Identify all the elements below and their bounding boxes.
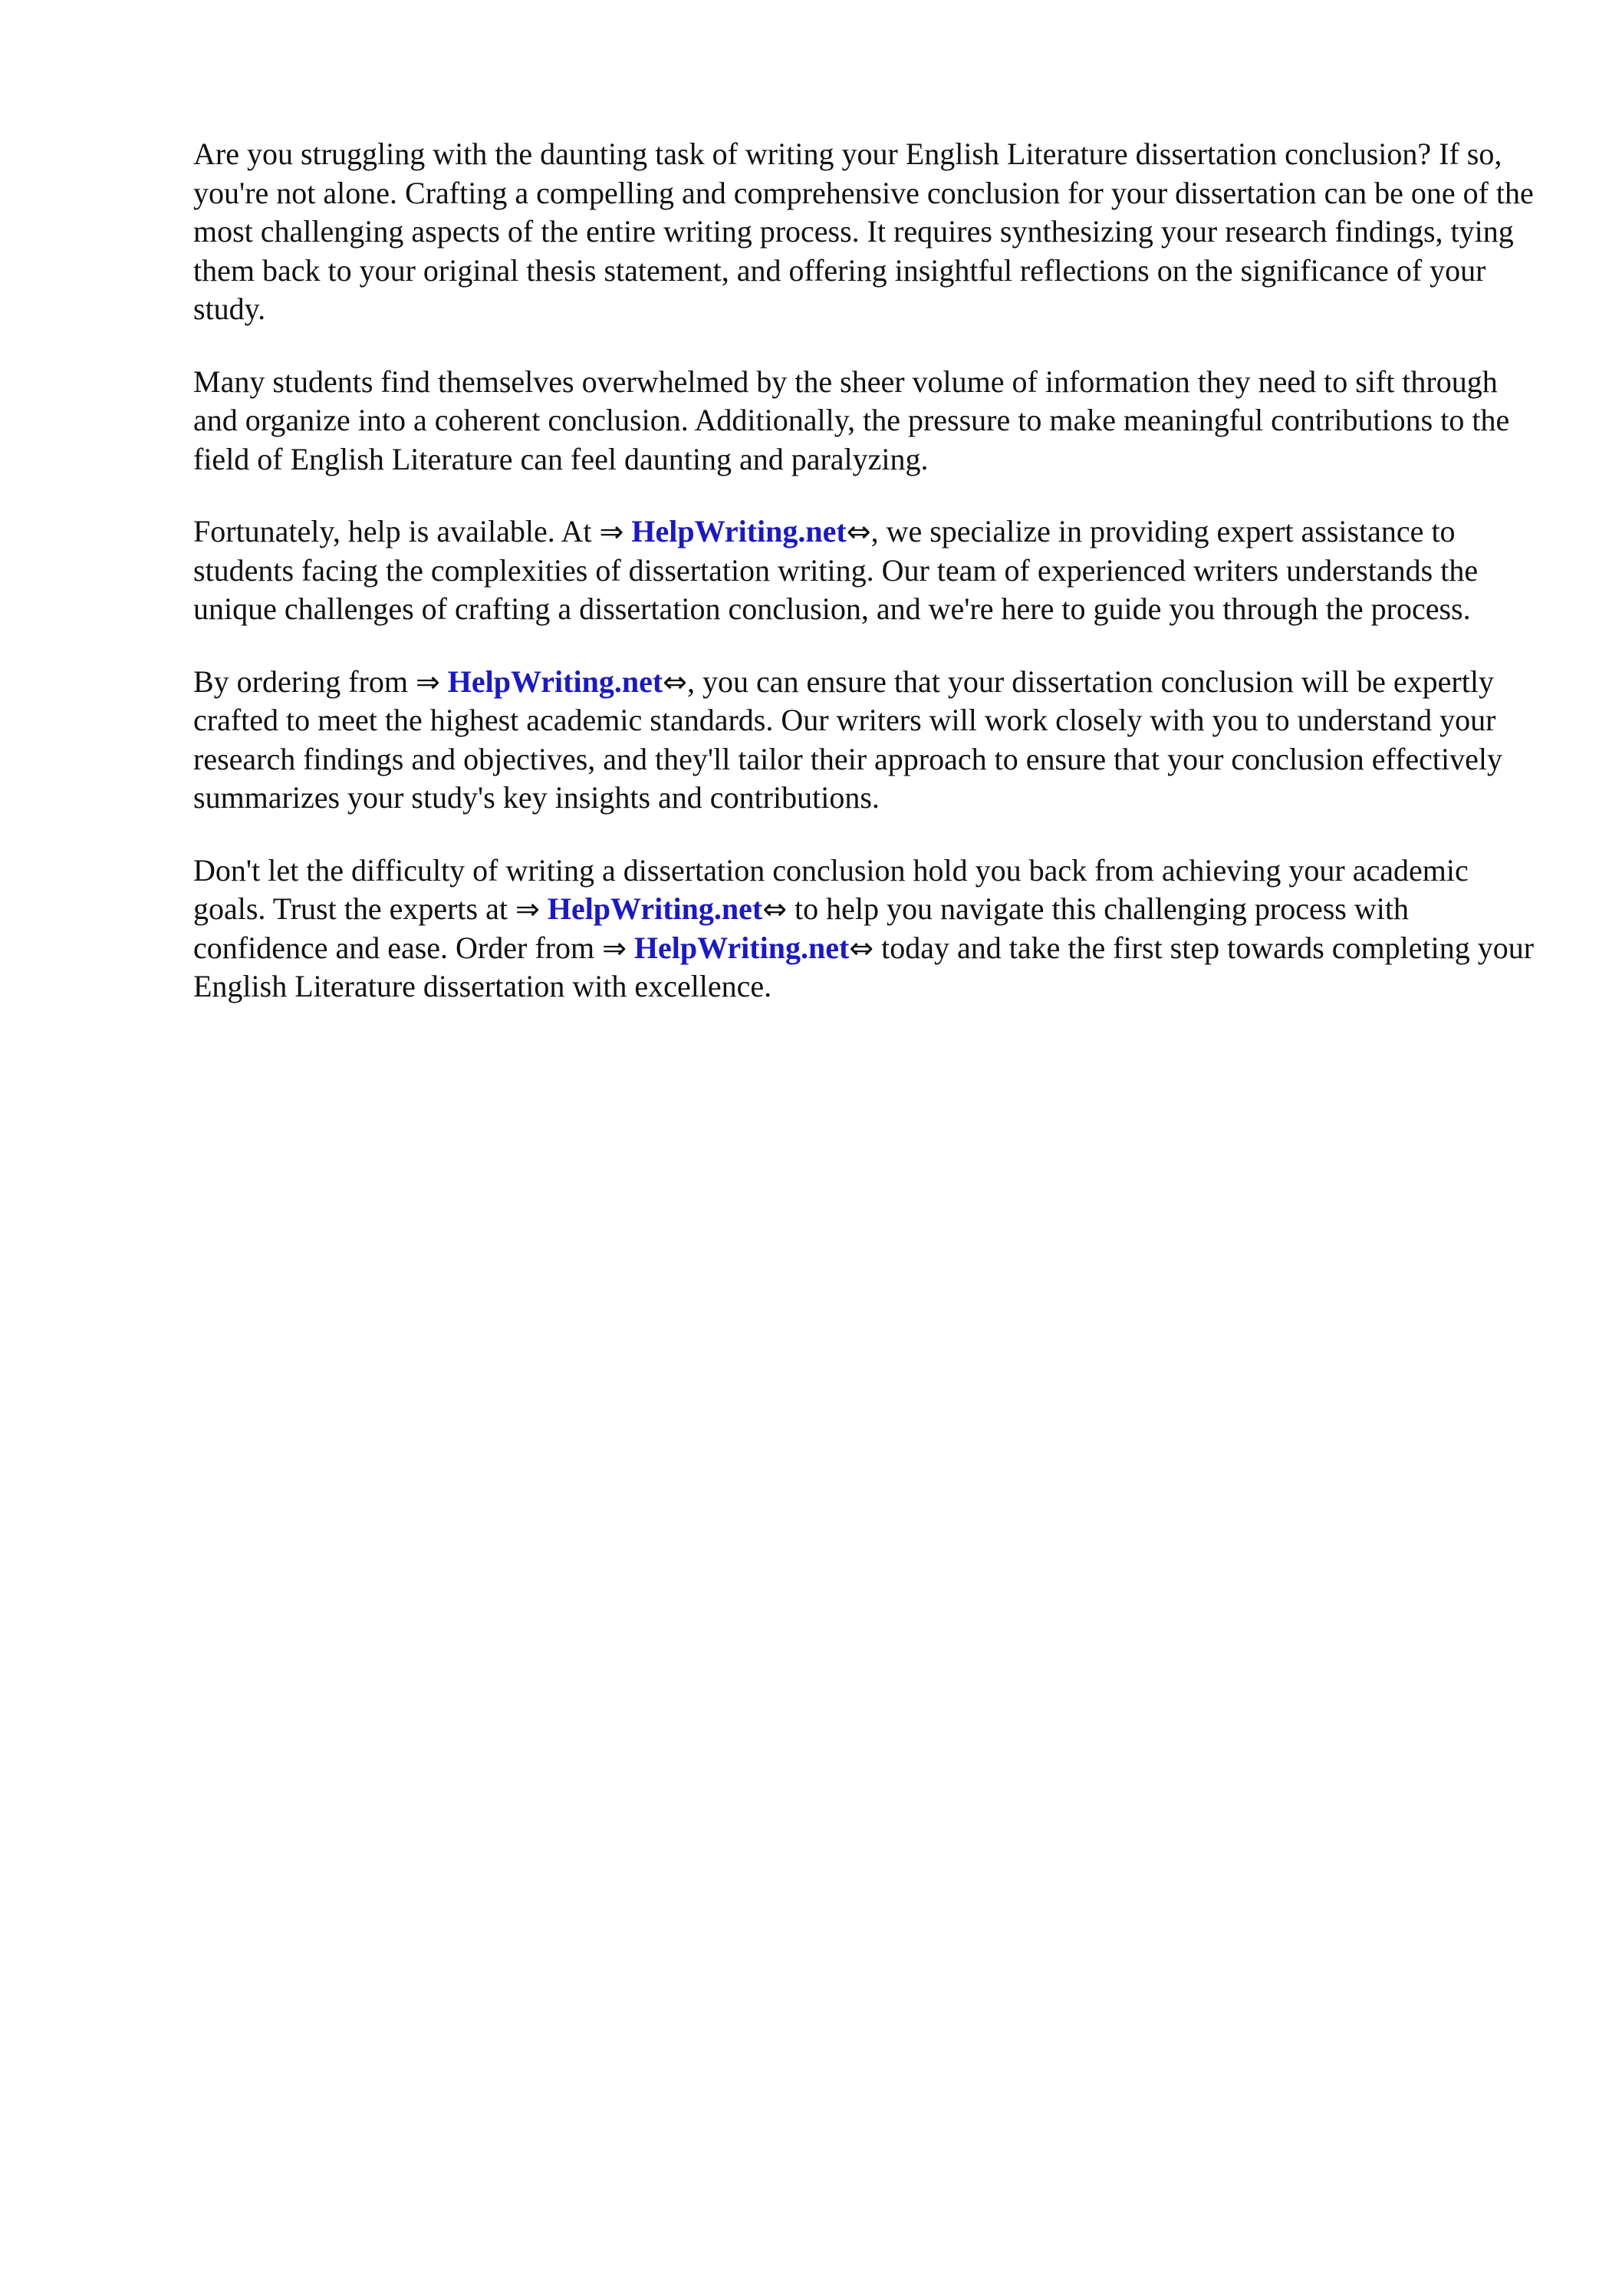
right-arrow-icon: ⇒	[415, 664, 440, 699]
left-right-arrow-icon: ⇔	[846, 515, 871, 548]
document-body	[193, 135, 1543, 1040]
paragraph-text: today and take the first step towards completing your English Literature dissertation with excellence.	[193, 930, 1535, 1003]
left-right-arrow-icon: ⇔	[762, 892, 788, 926]
paragraph-text: , we specialize in providing expert assistance to students facing the complexities of dissertation writing. Our team of experienced writers understands the unique challenges of crafting a dissertation conclusion, and we're here to guide you through the process.	[193, 514, 1479, 626]
helpwriting-link[interactable]: HelpWriting.net	[631, 514, 847, 548]
paragraph-text: Fortunately, help is available. At	[193, 514, 592, 548]
paragraph-text: Don't let the difficulty of writing a dissertation conclusion hold you back from achieving your academic goals. Trust the experts at	[193, 852, 1469, 926]
paragraph-text: to help you navigate this challenging process with confidence and ease. Order from	[193, 891, 1409, 965]
right-arrow-icon: ⇒	[599, 515, 624, 548]
paragraph-ordering	[193, 663, 1543, 818]
paragraph-intro: Are you struggling with the daunting task of writing your English Literature dissertation conclusion? If so, you're not alone. Crafting a compelling and comprehensive conclusion for your dissertation can be one of the most challenging aspects of the entire writing process. It requires synthesizing your research findings, tying them back to your original thesis statement, and offering insightful reflections on the significance of your study.	[193, 137, 1534, 326]
paragraph-struggle: Many students find themselves overwhelmed by the sheer volume of information they need to sift through and organize into a coherent conclusion. Additionally, the pressure to make meaningful contributions to the field of English Literature can feel daunting and paralyzing.	[193, 364, 1510, 476]
paragraph-help-available	[193, 512, 1543, 629]
right-arrow-icon: ⇒	[602, 931, 627, 965]
right-arrow-icon: ⇒	[515, 892, 540, 926]
paragraph-text: , you can ensure that your dissertation conclusion will be expertly crafted to meet the highest academic standards. Our writers will work closely with you to understand your research findings and objectives, and they'll tailor their approach to ensure that your conclusion effectively summarizes your study's key insights and contributions.	[193, 664, 1502, 815]
helpwriting-link[interactable]: HelpWriting.net	[633, 930, 850, 965]
helpwriting-link[interactable]: HelpWriting.net	[547, 891, 763, 926]
paragraph-closing	[193, 852, 1543, 1006]
left-right-arrow-icon: ⇔	[663, 664, 688, 699]
paragraph-text: By ordering from	[193, 664, 408, 699]
helpwriting-link[interactable]: HelpWriting.net	[447, 664, 663, 699]
left-right-arrow-icon: ⇔	[849, 931, 874, 965]
